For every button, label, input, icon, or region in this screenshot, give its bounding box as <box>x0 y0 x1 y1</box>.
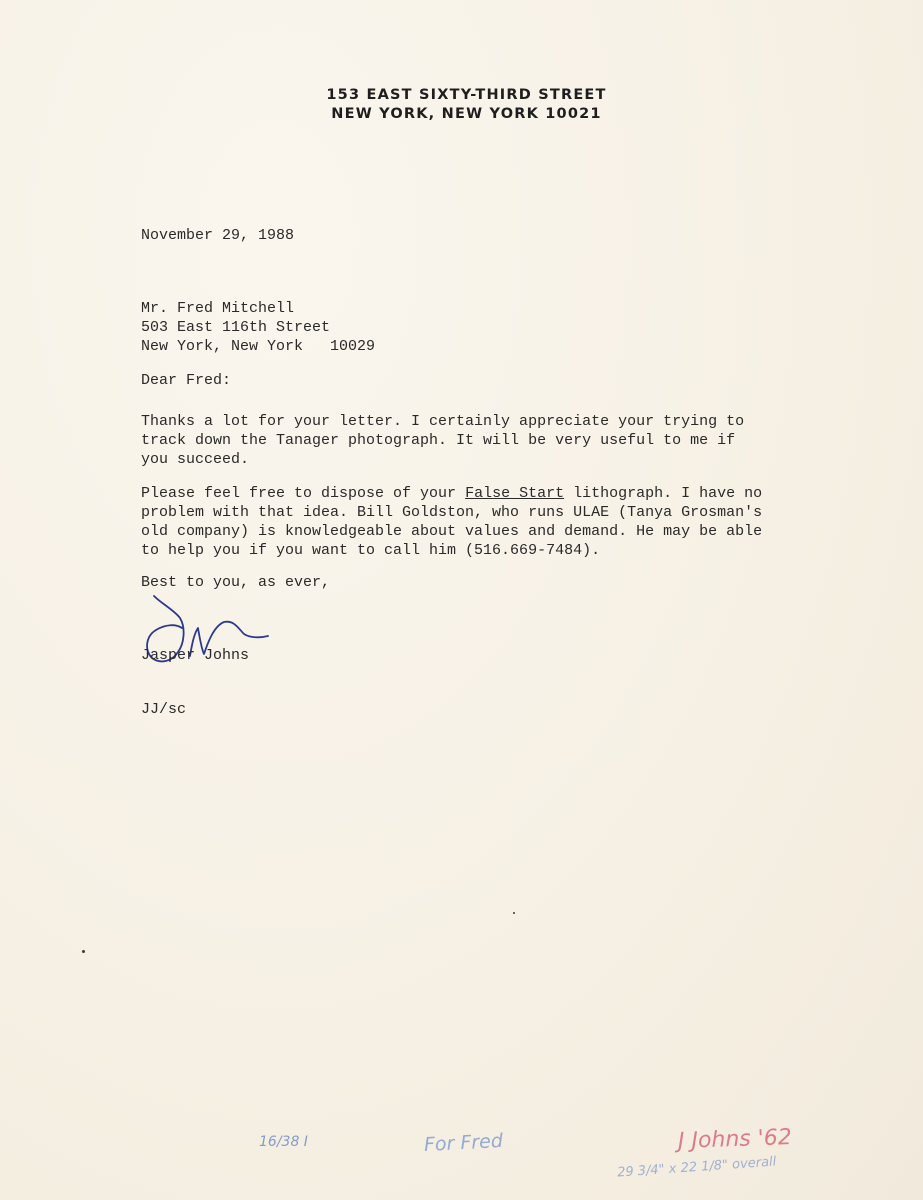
paragraph-2-line: old company) is knowledgeable about values and demand. He may be able <box>141 523 763 540</box>
letterhead-street: 153 EAST SIXTY-THIRD STREET <box>326 87 607 103</box>
paper-speck <box>513 912 515 914</box>
typist-initials: JJ/sc <box>141 701 187 718</box>
edition-number: 16/38 I <box>259 1134 308 1150</box>
recipient-name: Mr. Fred Mitchell <box>141 300 295 317</box>
dedication-note: For Fred <box>423 1129 504 1157</box>
salutation: Dear Fred: <box>141 372 232 389</box>
paragraph-2-line: to help you if you want to call him (516.669-7484). <box>141 542 601 559</box>
paragraph-2-line: problem with that idea. Bill Goldston, who runs ULAE (Tanya Grosman's <box>141 504 763 521</box>
paper-speck <box>82 950 85 953</box>
recipient-city: New York, New York 10029 <box>141 338 376 355</box>
paragraph-1-line: Thanks a lot for your letter. I certainly appreciate your trying to <box>141 413 745 430</box>
dimensions-note: 29 3/4" x 22 1/8" overall <box>616 1154 777 1181</box>
signer-name: Jasper Johns <box>141 647 250 664</box>
paragraph-2 <box>141 484 762 560</box>
paragraph-1 <box>141 412 744 469</box>
artwork-title: False Start <box>465 485 565 502</box>
artist-pencil-signature: J Johns '62 <box>677 1125 793 1154</box>
recipient-street: 503 East 116th Street <box>141 319 331 336</box>
paragraph-2-text: Please feel free to dispose of your <box>141 485 466 502</box>
paragraph-1-line: you succeed. <box>141 451 250 468</box>
letterhead <box>0 86 923 124</box>
letterhead-city: NEW YORK, NEW YORK 10021 <box>331 106 602 122</box>
paragraph-2-line <box>141 484 762 503</box>
letter-date: November 29, 1988 <box>141 227 295 244</box>
closing: Best to you, as ever, <box>141 574 331 591</box>
paragraph-2-text: lithograph. I have no <box>564 485 763 502</box>
paragraph-1-line: track down the Tanager photograph. It will be very useful to me if <box>141 432 736 449</box>
recipient-address <box>141 299 375 356</box>
